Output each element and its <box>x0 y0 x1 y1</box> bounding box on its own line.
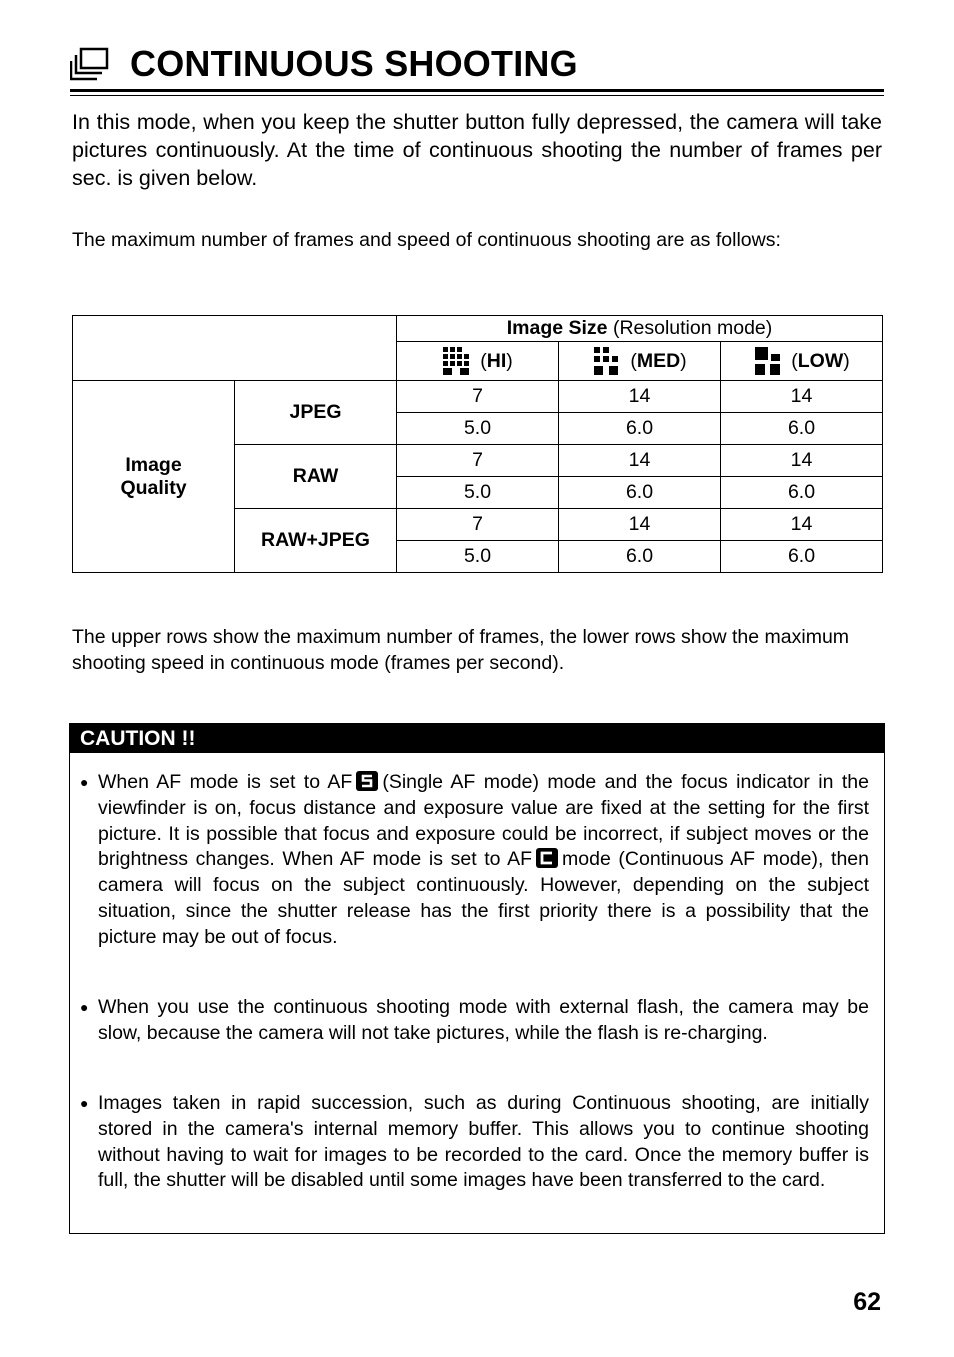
title-rule-thin <box>70 95 884 96</box>
af-text-2: (Single AF mode) mode and the focus indicator in the viewfinder is on, focus distance and exposure value are fixed at the setting for the first picture. It is possible that focus and exposure could be incorrect, if subject moves or the brightness changes. When AF mode is set to AF <box>98 771 869 871</box>
quality-raw-jpeg-label: RAW+JPEG <box>235 509 397 573</box>
continuous-af-icon <box>536 848 558 868</box>
resolution-mode-label: (Resolution mode) <box>607 317 773 339</box>
resolution-hi-label: HI <box>486 349 507 372</box>
table-note: The upper rows show the maximum number of frames, the lower rows show the maximum shooting speed in continuous mode (frames per second). <box>72 626 850 674</box>
image-quality-line2: Quality <box>120 476 187 499</box>
frames-cell: 14 <box>559 381 721 413</box>
resolution-med-header <box>559 342 721 381</box>
resolution-low-icon <box>753 346 785 376</box>
caution-bullet-af <box>80 770 869 951</box>
speed-cell: 5.0 <box>397 541 559 573</box>
speed-cell: 5.0 <box>397 477 559 509</box>
continuous-shooting-table <box>72 315 883 573</box>
speed-cell: 6.0 <box>559 413 721 445</box>
frames-cell: 14 <box>721 445 883 477</box>
resolution-low-label: LOW <box>797 349 844 372</box>
bullet-dot: ● <box>80 774 89 790</box>
paren-close: ) <box>680 349 687 372</box>
frames-cell: 14 <box>721 509 883 541</box>
single-af-icon <box>356 771 378 791</box>
frames-cell: 14 <box>559 509 721 541</box>
paren-open: ( <box>480 349 487 372</box>
image-quality-line1: Image <box>125 453 182 476</box>
table-row <box>73 381 883 413</box>
frames-cell: 7 <box>397 381 559 413</box>
speed-cell: 6.0 <box>721 477 883 509</box>
resolution-low-header <box>721 342 883 381</box>
af-text-1: When AF mode is set to AF <box>98 771 353 793</box>
speed-cell: 6.0 <box>559 541 721 573</box>
caution-text: When you use the continuous shooting mode with external flash, the camera may be slow, because the camera will not take pictures, while the flash is re-charging. <box>98 996 869 1044</box>
speed-cell: 5.0 <box>397 413 559 445</box>
paren-close: ) <box>506 349 513 372</box>
max-frames-paragraph: The maximum number of frames and speed of continuous shooting are as follows: <box>72 229 781 251</box>
resolution-med-label: MED <box>636 349 681 372</box>
af-text-3: mode (Continuous AF mode), then camera will focus on the subject continuously. However, depending on the subject situation, since the shutter release has the first priority there is a possibility that the picture may be out of focus. <box>98 848 869 948</box>
resolution-hi-header <box>397 342 559 381</box>
caution-heading: CAUTION !! <box>70 724 884 753</box>
speed-cell: 6.0 <box>559 477 721 509</box>
speed-cell: 6.0 <box>721 541 883 573</box>
quality-jpeg-label: JPEG <box>235 381 397 445</box>
paren-close: ) <box>843 349 850 372</box>
frames-cell: 14 <box>721 381 883 413</box>
table-header-row <box>73 316 883 342</box>
image-size-header <box>397 316 883 342</box>
resolution-hi-icon <box>442 346 474 376</box>
speed-cell: 6.0 <box>721 413 883 445</box>
caution-text: Images taken in rapid succession, such as during Continuous shooting, are initially stored in the camera's internal memory buffer. This allows you to continue shooting without having to wait for images to be recorded to the card. Once the memory buffer is full, the shutter will be disabled until some images have been transferred to the card. <box>98 1092 869 1192</box>
paren-open: ( <box>630 349 637 372</box>
bullet-dot: ● <box>80 1095 89 1111</box>
table-corner-cell <box>73 316 397 381</box>
title-rule-thick <box>70 89 884 92</box>
paren-open: ( <box>791 349 798 372</box>
caution-text <box>98 770 869 951</box>
bullet-dot: ● <box>80 999 89 1015</box>
caution-bullet-flash <box>80 995 869 1047</box>
frames-cell: 7 <box>397 445 559 477</box>
intro-paragraph: In this mode, when you keep the shutter button fully depressed, the camera will take pictures continuously. At the time of continuous shooting the number of frames per sec. is given below. <box>72 110 882 190</box>
page-header <box>70 40 884 88</box>
caution-box <box>69 723 885 1234</box>
continuous-shooting-icon <box>70 46 114 82</box>
page-title: CONTINUOUS SHOOTING <box>130 43 578 84</box>
resolution-med-icon <box>592 346 624 376</box>
image-size-label: Image Size <box>506 317 608 339</box>
image-quality-label <box>73 381 235 573</box>
frames-cell: 14 <box>559 445 721 477</box>
frames-cell: 7 <box>397 509 559 541</box>
quality-raw-label: RAW <box>235 445 397 509</box>
caution-bullet-buffer <box>80 1091 869 1194</box>
page-number: 62 <box>853 1288 881 1316</box>
